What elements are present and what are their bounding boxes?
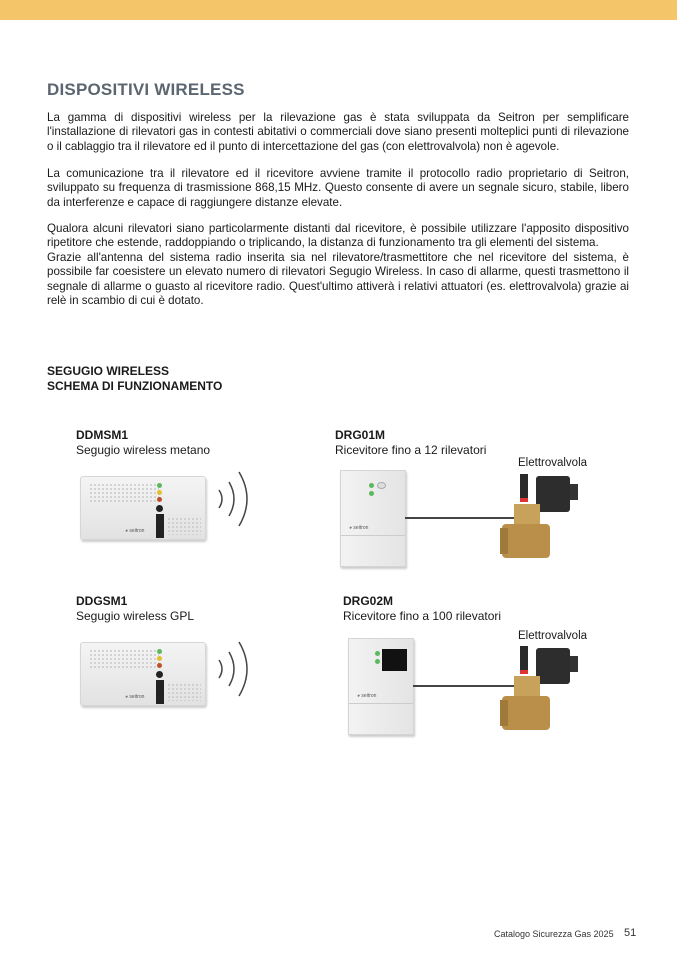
detector-desc: Segugio wireless metano [76, 443, 211, 457]
receiver-image [348, 638, 414, 735]
solenoid-valve-image [500, 646, 580, 734]
connection-wire [405, 517, 515, 519]
page-number: 51 [624, 927, 637, 939]
display-screen [382, 649, 407, 671]
receiver-image [340, 470, 406, 567]
brand-logo: ◕ seitron [125, 528, 145, 534]
paragraph-communication: La comunicazione tra il rilevatore ed il ricevitore avviene tramite il protocollo radio proprietario di Seitron, sviluppato su frequenza di trasmissione 868,15 MHz. Questo consente di avere un segnale sicuro, stabile, libero da interferenze e capace di raggiungere distanze elevate. [47, 167, 629, 209]
brand-logo: ◕ seitron [125, 694, 145, 700]
top-accent-bar [0, 0, 677, 20]
solenoid-valve-image [500, 474, 580, 562]
paragraph-antenna: Grazie all'antenna del sistema radio inserita sia nel rilevatore/trasmettitore che nel ricevitore del sistema, è possibile far coesistere un elevato numero di rilevatori Segugio Wireless. In caso di allarme, questi trasmettono il segnale di allarme o guasto al ricevitore radio. Quest'ultimo attiverà i relativi attuatori (es. elettrovalvola) grazie ai relè in scambio di cui è dotato. [47, 251, 629, 308]
paragraph-repeater: Qualora alcuni rilevatori siano particolarmente distanti dal ricevitore, è possibile utilizzare l'apposito dispositivo ripetitore che estende, raddoppiando o triplicando, la distanza di funzionamento tra gli elementi del sistema. [47, 222, 629, 250]
brand-logo: ◕ seitron [357, 693, 377, 699]
valve-label: Elettrovalvola [518, 630, 588, 642]
page-title: DISPOSITIVI WIRELESS [47, 80, 245, 99]
receiver-code: DRG02M [343, 594, 394, 608]
section-heading [47, 364, 222, 393]
brand-logo: ◕ seitron [349, 525, 369, 531]
detector-code: DDMSM1 [76, 428, 129, 442]
section-heading-line2: SCHEMA DI FUNZIONAMENTO [47, 378, 223, 393]
section-heading-line1: SEGUGIO WIRELESS [47, 364, 170, 378]
receiver-desc: Ricevitore fino a 12 rilevatori [335, 443, 487, 457]
paragraph-intro: La gamma di dispositivi wireless per la rilevazione gas è stata sviluppata da Seitron per semplificare l'installazione di rilevatori gas in contesti abitativi o commerciali dove siano presenti molteplici punti di rilevazione o il cablaggio tra il rilevatore ed il punto di intercettazione del gas (con elettrovalvola) non è agevole. [47, 111, 629, 153]
footer-catalog: Catalogo Sicurezza Gas 2025 [494, 929, 614, 939]
receiver-desc: Ricevitore fino a 100 rilevatori [343, 609, 502, 623]
valve-label: Elettrovalvola [518, 457, 588, 469]
detector-image [80, 642, 206, 706]
wireless-signal-icon [205, 468, 260, 530]
detector-desc: Segugio wireless GPL [76, 609, 195, 623]
wireless-signal-icon [205, 638, 260, 700]
detector-image [80, 476, 206, 540]
detector-code: DDGSM1 [76, 594, 128, 608]
receiver-code: DRG01M [335, 428, 386, 442]
